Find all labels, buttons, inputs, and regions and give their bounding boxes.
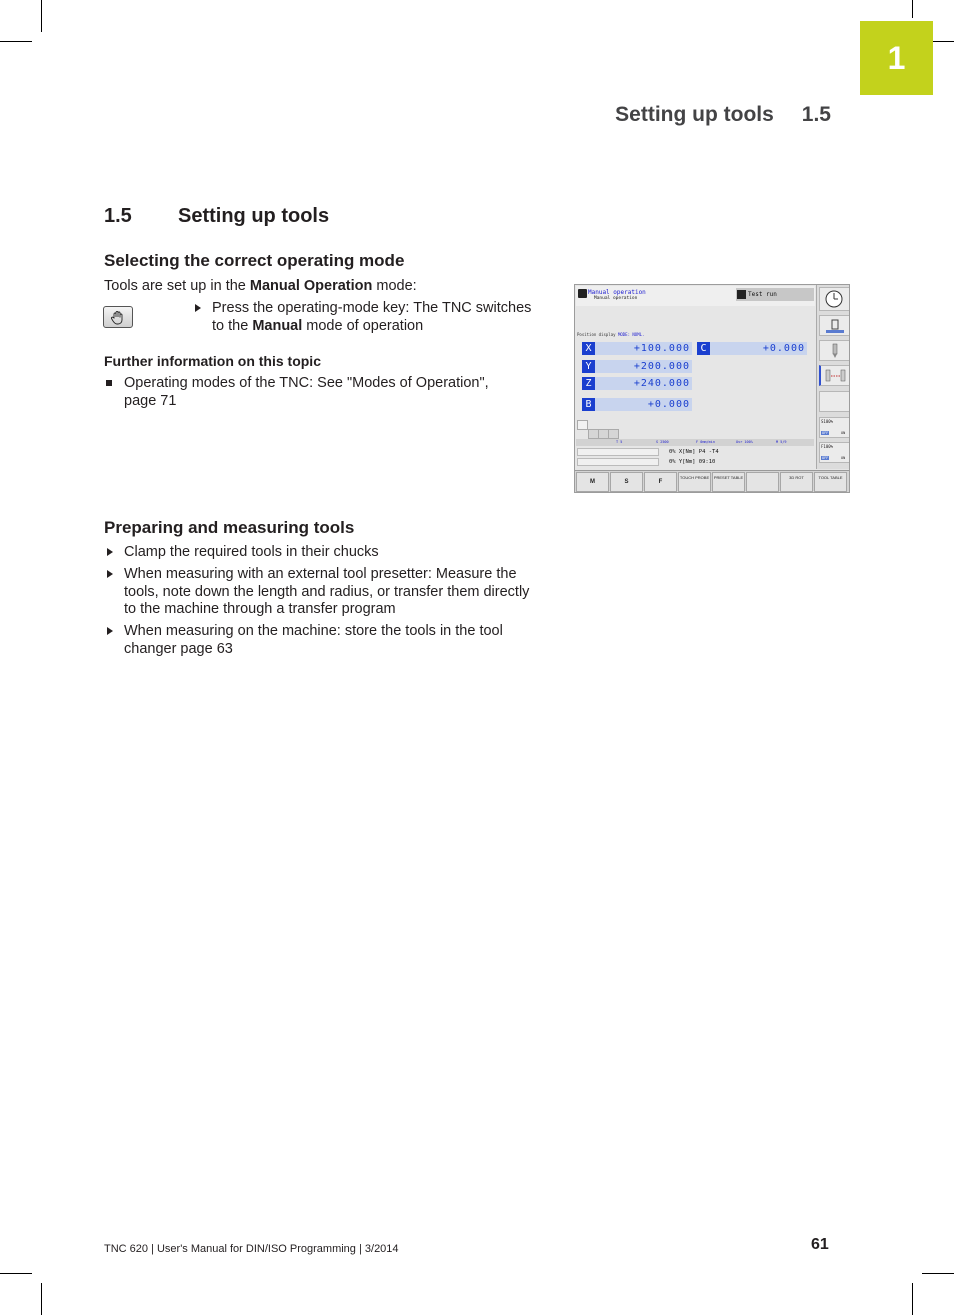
clock-icon	[819, 287, 850, 311]
softkey-tool-table[interactable]: TOOL TABLE	[814, 472, 847, 492]
feed-override-label: F100%	[821, 444, 834, 449]
crop-mark	[41, 1283, 42, 1315]
square-bullet-icon	[106, 380, 112, 386]
info-line: 0% Y[Nm] 09:10	[669, 459, 716, 465]
status-override: Ovr 100%	[736, 440, 753, 444]
spindle-override[interactable]	[819, 417, 850, 438]
heading-preparing-tools: Preparing and measuring tools	[104, 518, 355, 537]
axis-letter: Y	[582, 360, 595, 373]
small-buttons	[577, 420, 617, 438]
axis-c	[697, 342, 807, 355]
arrow-bullet-icon	[107, 627, 113, 635]
tool-probe-icon[interactable]	[819, 365, 850, 386]
crop-mark	[0, 1273, 32, 1274]
axis-value: +200.000	[633, 361, 690, 372]
axis-letter: Z	[582, 377, 595, 390]
right-panel	[816, 285, 850, 469]
small-button[interactable]	[608, 429, 619, 439]
off-label: OFF	[822, 456, 829, 460]
test-run-icon	[737, 290, 746, 299]
further-info-heading: Further information on this topic	[104, 353, 321, 369]
on-label: ON	[841, 431, 846, 435]
running-head-number: 1.5	[801, 103, 831, 126]
axis-value: +0.000	[647, 399, 690, 410]
status-spindle: S 2500	[656, 440, 669, 444]
intro-text: Tools are set up in the	[104, 278, 250, 294]
section-number: 1.5	[104, 205, 132, 227]
intro-mode-name: Manual Operation	[249, 278, 373, 294]
status-row	[576, 439, 814, 446]
section-title	[104, 205, 329, 228]
load-bar	[577, 448, 659, 456]
tool-icon[interactable]	[819, 340, 850, 361]
crop-mark	[912, 1283, 913, 1315]
arrow-bullet-icon	[107, 548, 113, 556]
off-label: OFF	[822, 431, 829, 435]
step-text: Press the operating-mode key: The TNC switches to the	[212, 300, 532, 334]
tnc-screenshot	[574, 284, 850, 493]
list-item-text: When measuring with an external tool presetter: Measure the tools, note down the length and radius, or transfer them directly to the machine through a transfer program	[124, 566, 530, 617]
list-item	[124, 544, 544, 562]
crop-mark	[912, 0, 913, 18]
info-line: 0% X[Nm] P4 -T4	[669, 449, 719, 455]
softkey-3d-rot[interactable]: 3D ROT	[780, 472, 813, 492]
section-title-text: Setting up tools	[178, 205, 330, 227]
position-display-label	[577, 332, 644, 337]
axis-x	[582, 342, 692, 355]
crop-mark	[41, 0, 42, 32]
test-run-tab[interactable]	[736, 288, 814, 301]
intro-text-end: mode:	[372, 278, 417, 294]
load-bar	[577, 458, 659, 466]
axis-value: +240.000	[633, 378, 690, 389]
arrow-bullet-icon	[107, 570, 113, 578]
running-head-title: Setting up tools	[615, 103, 774, 126]
axis-letter: X	[582, 342, 595, 355]
axis-y	[582, 360, 692, 373]
softkey-touch-probe[interactable]: TOUCH PROBE	[678, 472, 711, 492]
softkey-row	[575, 470, 849, 493]
small-button[interactable]	[577, 420, 588, 430]
crop-mark	[922, 1273, 954, 1274]
intro-paragraph	[104, 278, 544, 296]
axis-value: +0.000	[762, 343, 805, 354]
softkey-empty[interactable]	[746, 472, 779, 492]
position-display-mode: MODE: NOML.	[617, 332, 645, 337]
list-item	[124, 566, 544, 619]
axis-value: +100.000	[633, 343, 690, 354]
further-info-item	[124, 375, 524, 410]
axis-b	[582, 398, 692, 411]
machine-icon[interactable]	[819, 315, 850, 336]
test-run-label: Test run	[748, 291, 777, 298]
empty-cell	[819, 391, 850, 412]
step-text-end: mode of operation	[302, 317, 424, 334]
arrow-bullet-icon	[195, 304, 201, 312]
softkey-s[interactable]: S	[610, 472, 643, 492]
load-bars	[577, 448, 657, 466]
spindle-override-label: S100%	[821, 419, 834, 424]
manual-mode-icon	[578, 289, 587, 298]
mode-title: Manual operation	[588, 289, 646, 296]
list-item	[124, 623, 544, 658]
softkey-preset-table[interactable]: PRESET TABLE	[712, 472, 745, 492]
on-label: ON	[841, 456, 846, 460]
axis-letter: B	[582, 398, 595, 411]
step-mode-name: Manual	[252, 317, 303, 334]
softkey-f[interactable]: F	[644, 472, 677, 492]
feed-override[interactable]	[819, 442, 850, 463]
list-item-text: Clamp the required tools in their chucks	[124, 544, 379, 560]
status-tool: T 5	[616, 440, 623, 444]
status-feed: F 0mm/min	[696, 440, 715, 444]
mode-bar	[576, 286, 815, 306]
axis-letter: C	[697, 342, 710, 355]
chapter-tab: 1	[860, 21, 933, 95]
hand-icon	[103, 306, 133, 328]
mode-subtitle: Manual operation	[594, 296, 638, 301]
footer-text: TNC 620 | User's Manual for DIN/ISO Programming | 3/2014	[104, 1243, 399, 1255]
running-head	[560, 103, 831, 127]
heading-selecting-mode: Selecting the correct operating mode	[104, 251, 405, 270]
status-misc: M 5/9	[776, 440, 787, 444]
list-item-text: When measuring on the machine: store the tools in the tool changer page 63	[124, 623, 503, 657]
axis-z	[582, 377, 692, 390]
further-info-text: Operating modes of the TNC: See "Modes of Operation", page 71	[124, 375, 489, 409]
step-press-key	[212, 300, 542, 335]
softkey-m[interactable]: M	[576, 472, 609, 492]
crop-mark	[0, 41, 32, 42]
page-number: 61	[811, 1236, 829, 1253]
position-display-text: Position display	[577, 332, 616, 337]
